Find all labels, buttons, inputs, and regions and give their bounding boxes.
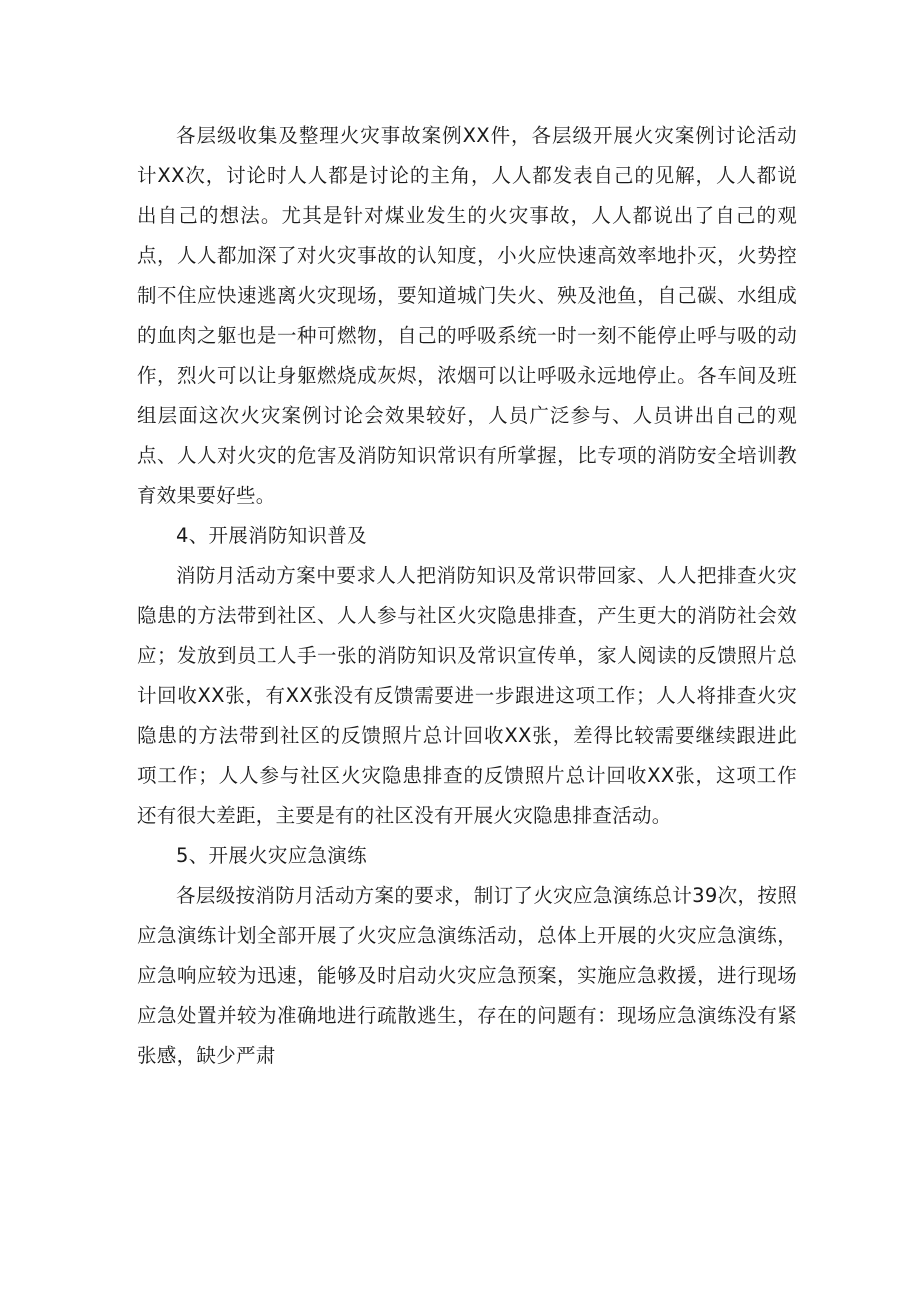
document-body bbox=[137, 116, 797, 1076]
paragraph-fire-drill: 各层级按消防月活动方案的要求，制订了火灾应急演练总计39次，按照应急演练计划全部开展了火灾应急演练活动，总体上开展的火灾应急演练，应急响应较为迅速，能够及时启动火灾应急预案，实施应急救援，进行现场应急处置并较为准确地进行疏散逃生，存在的问题有：现场应急演练没有紧张感，缺少严肃 bbox=[137, 884, 797, 1067]
section-heading-fire-drill: 5、开展火灾应急演练 bbox=[176, 844, 367, 867]
section-heading-fire-knowledge: 4、开展消防知识普及 bbox=[176, 524, 367, 547]
paragraph-fire-knowledge: 消防月活动方案中要求人人把消防知识及常识带回家、人人把排查火灾隐患的方法带到社区、人人参与社区火灾隐患排查，产生更大的消防社会效应；发放到员工人手一张的消防知识及常识宣传单，家人阅读的反馈照片总计回收XX张，有XX张没有反馈需要进一步跟进这项工作；人人将排查火灾隐患的方法带到社区的反馈照片总计回收XX张，差得比较需要继续跟进此项工作；人人参与社区火灾隐患排查的反馈照片总计回收XX张，这项工作还有很大差距，主要是有的社区没有开展火灾隐患排查活动。 bbox=[137, 564, 797, 827]
paragraph-fire-case-discussion: 各层级收集及整理火灾事故案例XX件，各层级开展火灾案例讨论活动计XX次，讨论时人人都是讨论的主角，人人都发表自己的见解，人人都说出自己的想法。尤其是针对煤业发生的火灾事故，人人都说出了自己的观点，人人都加深了对火灾事故的认知度，小火应快速高效率地扑灭，火势控制不住应快速逃离火灾现场，要知道城门失火、殃及池鱼，自己碳、水组成的血肉之躯也是一种可燃物，自己的呼吸系统一时一刻不能停止呼与吸的动作，烈火可以让身躯燃烧成灰烬，浓烟可以让呼吸永远地停止。各车间及班组层面这次火灾案例讨论会效果较好，人员广泛参与、人员讲出自己的观点、人人对火灾的危害及消防知识常识有所掌握，比专项的消防安全培训教育效果要好些。 bbox=[137, 124, 797, 507]
